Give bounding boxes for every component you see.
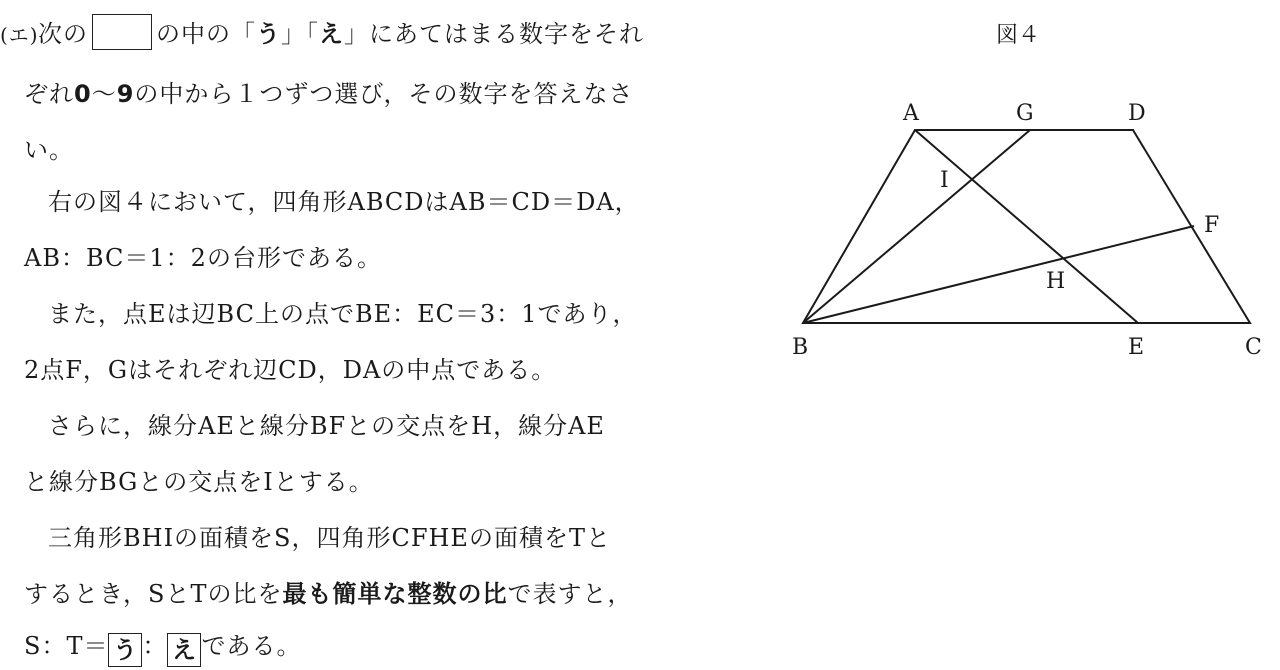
segment-bf — [803, 226, 1194, 323]
label-b: B — [792, 335, 809, 360]
line-1: (エ)次の の中の「う」「え」にあてはまる数字をそれ — [0, 14, 644, 50]
label-i: I — [940, 168, 949, 193]
label-f: F — [1204, 213, 1220, 238]
label-e: E — [1128, 335, 1145, 360]
line-7: 2点F，Gはそれぞれ辺CD，DAの中点である。 — [24, 356, 557, 384]
label-d: D — [1128, 101, 1146, 126]
answer-box-u: う — [108, 633, 142, 667]
figure-title: 図４ — [996, 23, 1041, 48]
answer-box-e: え — [167, 633, 201, 667]
line-5: AB：BC＝1：2の台形である。 — [24, 244, 382, 272]
line-4: 右の図４において，四角形ABCDはAB＝CD＝DA， — [48, 188, 640, 216]
emphasis-text: 最も簡単な整数の比 — [282, 580, 508, 608]
line-3: い。 — [24, 136, 74, 164]
segment-ae — [915, 130, 1138, 323]
line-9: と線分BGとの交点をIとする。 — [24, 468, 374, 496]
line-8: さらに，線分AEと線分BFとの交点をH，線分AE — [48, 412, 605, 440]
line-2: ぞれ0～9の中から１つずつ選び，その数字を答えなさ — [24, 80, 634, 108]
line-11: するとき，SとTの比を最も簡単な整数の比で表すと， — [24, 580, 633, 608]
label-h: H — [1046, 269, 1066, 294]
label-a: A — [903, 101, 919, 126]
question-label: (エ) — [0, 23, 39, 47]
line-6: また，点Eは辺BC上の点でBE：EC＝3：1であり， — [48, 300, 638, 328]
line-10: 三角形BHIの面積をS，四角形CFHEの面積をTと — [48, 524, 611, 552]
line-12: S：T＝ う ： え である。 — [24, 626, 301, 667]
label-c: C — [1245, 335, 1262, 360]
label-g: G — [1016, 101, 1034, 126]
